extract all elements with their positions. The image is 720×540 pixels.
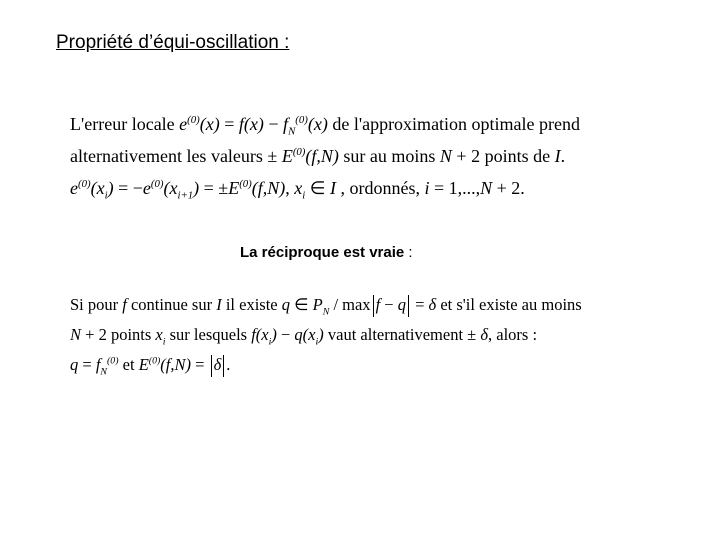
converse-line-1: Si pour f continue sur I il existe q ∈ $P_N / \max f - q = \delta$ et s'il existe au moins (70, 295, 582, 318)
theorem-line-2: alternativement les valeurs ± $E^{(0)}(f,N)$ sur au moins N + 2 points de I. (70, 146, 566, 166)
converse-line-2: N + 2 points $x_i$ sur lesquels $f(x_i) - q(x_i)$ vaut alternativement ± δ, alors : (70, 325, 538, 348)
theorem-line-1: L'erreur locale $e^{(0)}(x) = f(x) - f_N^{(0)}(x)$ de l'approximation optimale prend (70, 114, 581, 138)
converse-block (70, 290, 582, 380)
converse-heading-bold: La réciproque est vraie (240, 244, 405, 261)
theorem-block (70, 108, 580, 204)
converse-heading (240, 244, 413, 261)
converse-heading-suffix: : (404, 244, 413, 261)
page-title: Propriété d’équi-oscillation : (56, 32, 290, 53)
theorem-line-3: $e^{(0)}(x_i) = -e^{(0)}(x_{i+1}) = \pm E^{(0)}(f,N)$, $x_i$ ∈ I , ordonnés, i = 1,...,N + 2. (70, 178, 525, 202)
converse-line-3: $q = f_N^{(0)}$ et $E^{(0)}(f,N) = \delta$ . (70, 355, 231, 378)
